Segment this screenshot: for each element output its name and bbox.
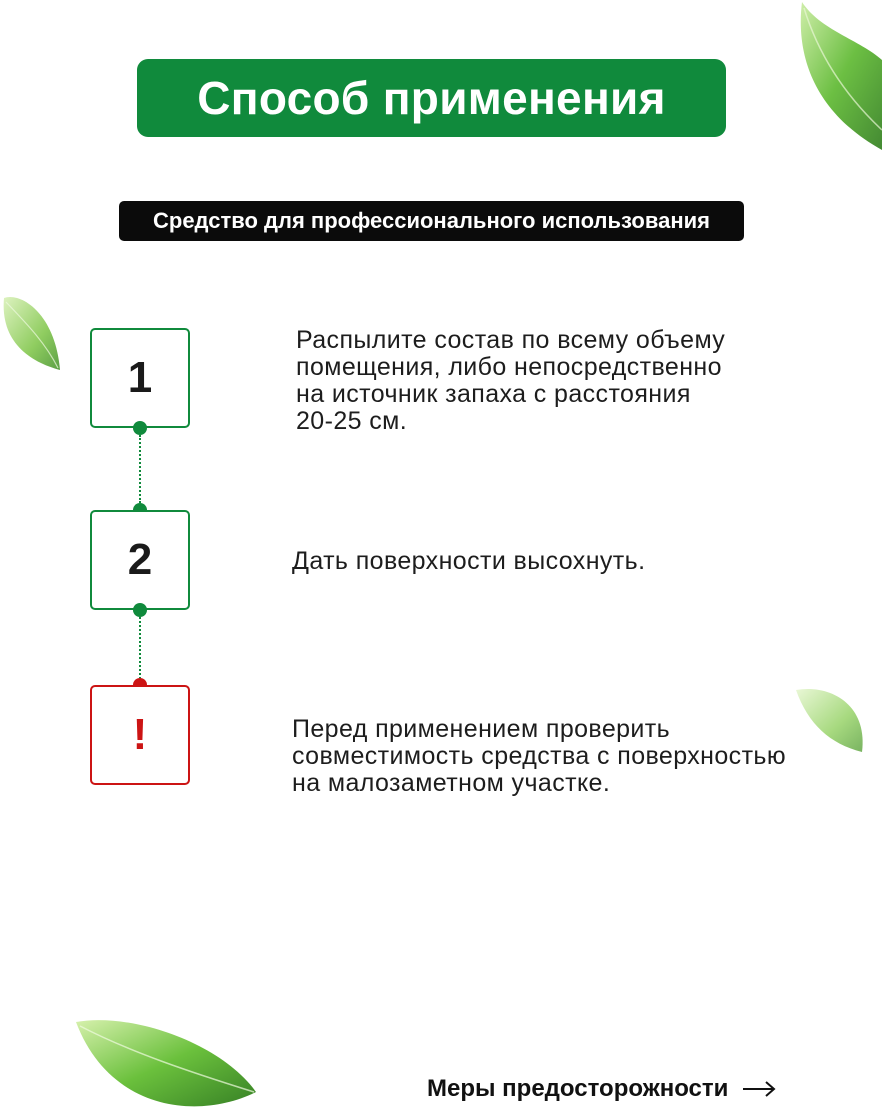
step-1-number: 1 [127,353,153,402]
warning-text [292,716,786,797]
next-page-label: Меры предосторожности [427,1075,729,1102]
subtitle-text: Средство для профессионального использования [153,208,710,233]
step-1-marker [90,328,190,428]
step-1-text [296,327,725,435]
step-1-line: Распылите состав по всему объему [296,326,726,354]
next-page-link[interactable] [427,1070,776,1108]
step-connector [139,617,141,679]
leaf-icon [790,0,882,160]
step-1-line: на источник запаха с расстояния [296,380,691,408]
connector-dot [133,421,147,435]
step-2-line: Дать поверхности высохнуть. [292,547,646,575]
connector-dot [133,603,147,617]
step-2-marker [90,510,190,610]
leaf-icon [70,1012,260,1118]
leaf-icon [790,684,870,756]
warning-line: на малозаметном участке. [292,769,611,797]
warning-icon: ! [132,710,148,759]
subtitle-badge [119,201,744,241]
leaf-icon [0,292,66,374]
step-connector [139,435,141,503]
step-2-text [292,548,645,575]
step-1-line: 20-25 см. [296,407,408,435]
warning-line: совместимость средства с поверхностью [292,742,786,770]
step-1-line: помещения, либо непосредственно [296,353,722,381]
page-title-text: Способ применения [197,72,666,124]
warning-line: Перед применением проверить [292,715,671,743]
warning-marker [90,685,190,785]
arrow-right-icon [742,1081,776,1097]
step-2-number: 2 [127,535,153,584]
page-title [137,59,726,137]
